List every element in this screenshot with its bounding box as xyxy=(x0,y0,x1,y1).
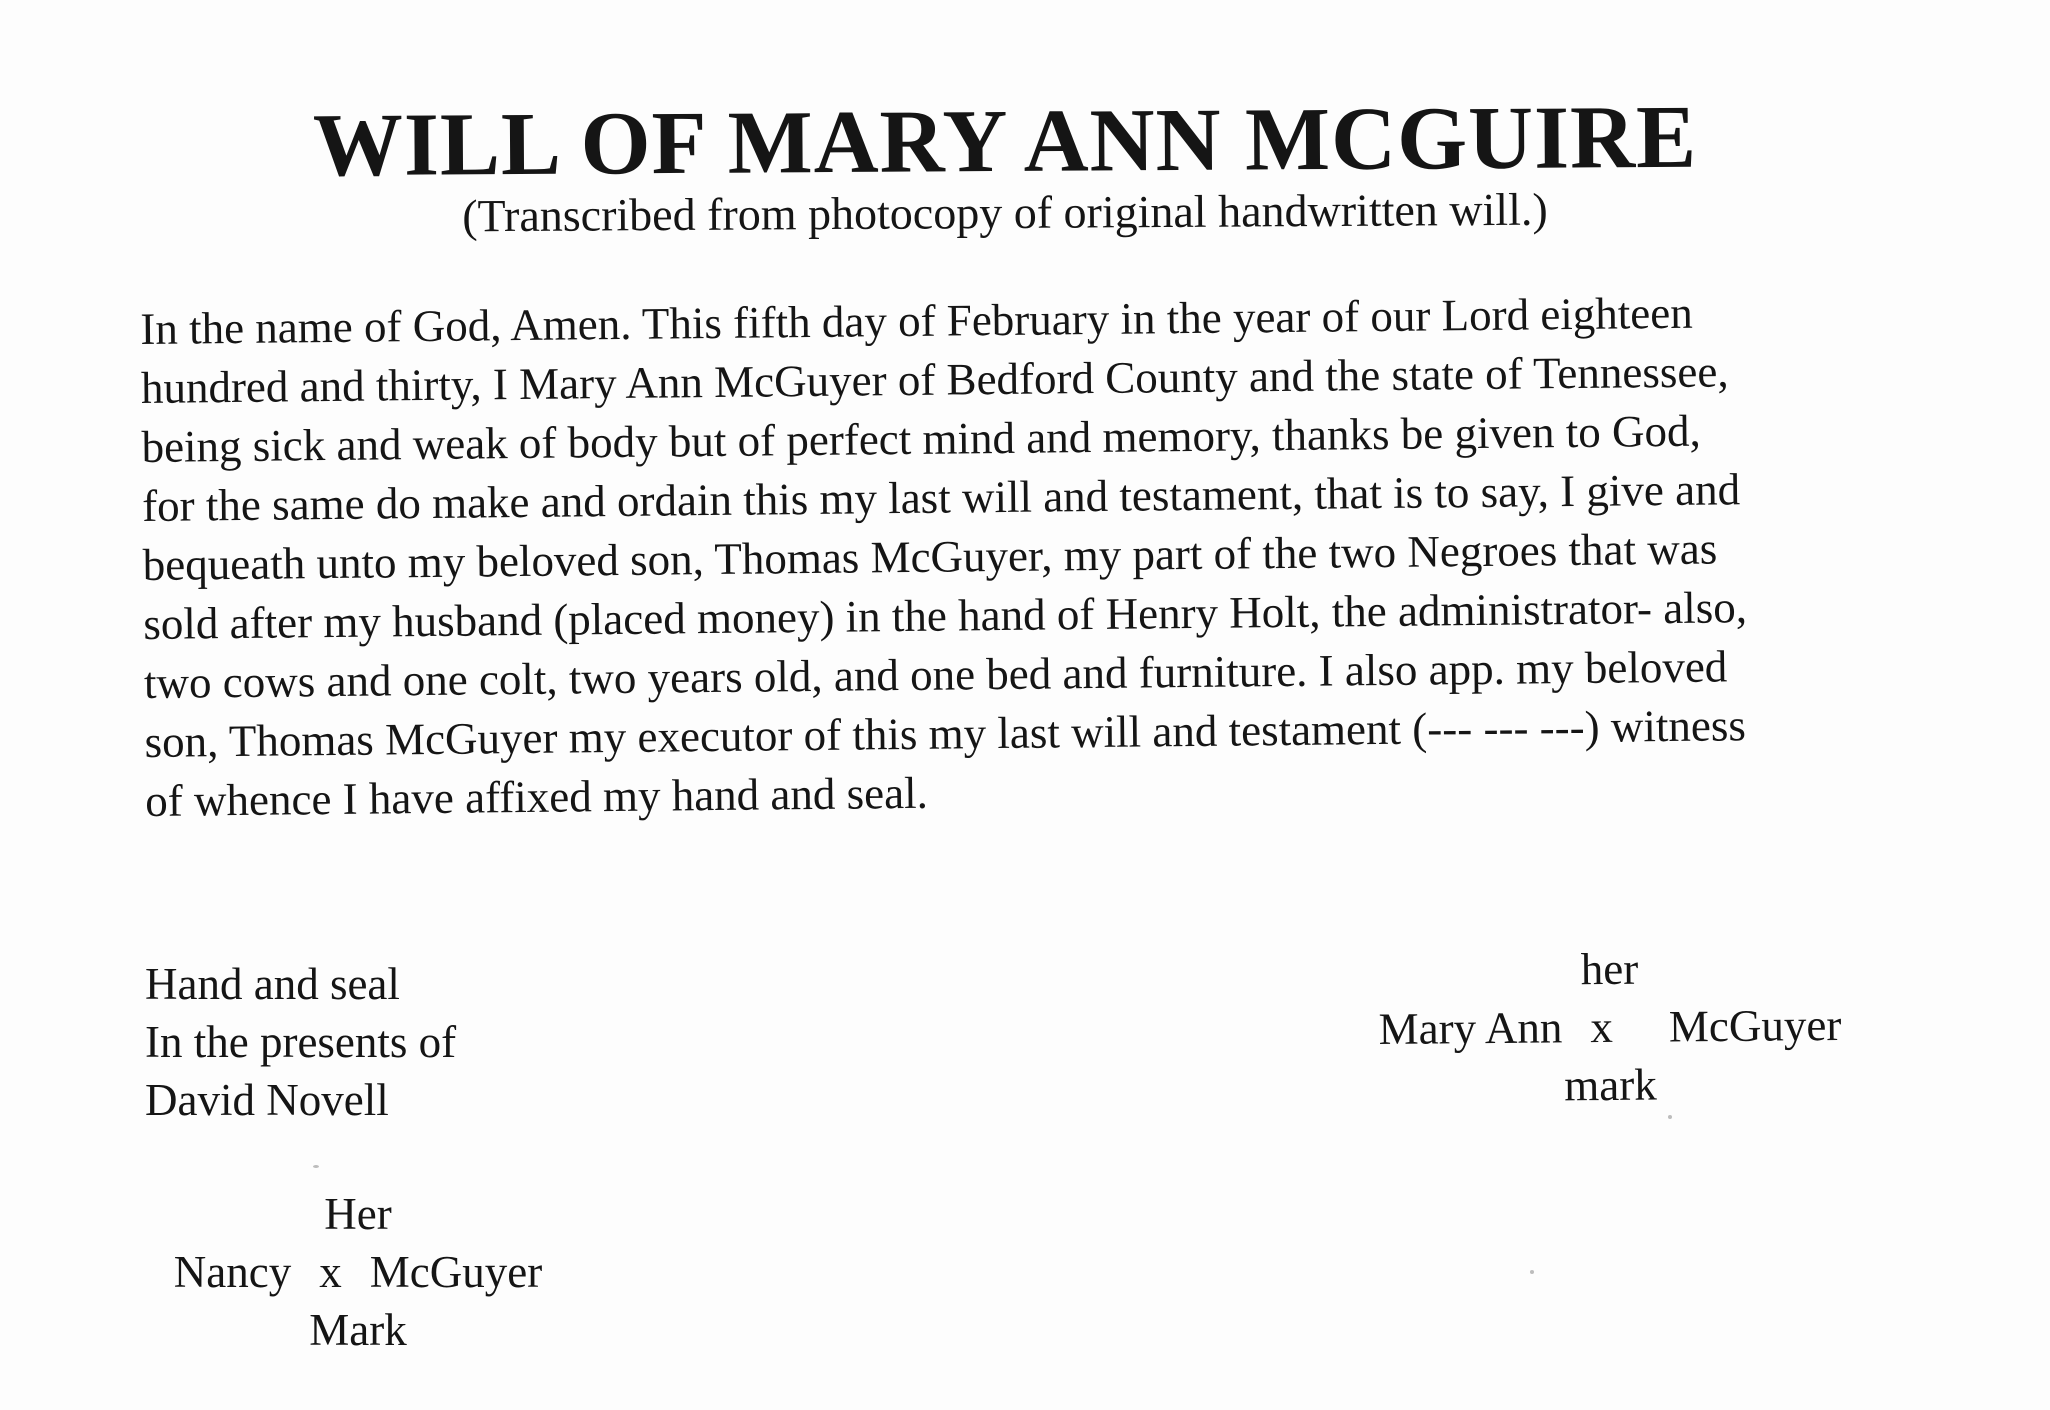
witness-name: David Novell xyxy=(145,1075,389,1125)
signature-name-row xyxy=(148,1243,568,1301)
body-line: son, Thomas McGuyer my executor of this my last will and testament (--- --- ---) witness xyxy=(144,700,1747,767)
body-line: for the same do make and ordain this my last will and testament, that is to say, I give and xyxy=(141,464,1741,531)
signature-mark-label: mark xyxy=(1564,1059,1657,1111)
witness-line-hand-and-seal: Hand and seal xyxy=(145,959,400,1009)
signature-mark-x: x xyxy=(319,1247,342,1297)
body-line: sold after my husband (placed money) in the hand of Henry Holt, the administrator- also, xyxy=(143,582,1748,649)
scan-speck xyxy=(1668,1115,1672,1119)
scan-speck xyxy=(1530,1270,1534,1274)
signature-her: her xyxy=(1580,943,1639,995)
signature-first-name: Nancy xyxy=(173,1247,292,1297)
body-line: being sick and weak of body but of perfect mind and memory, thanks be given to God, xyxy=(141,405,1701,472)
body-line: of whence I have affixed my hand and seal. xyxy=(144,767,929,826)
signature-mark-label: Mark xyxy=(309,1305,407,1355)
witness-line-presents: In the presents of xyxy=(145,1017,457,1067)
signature-last-name: McGuyer xyxy=(1668,999,1842,1052)
body-line: two cows and one colt, two years old, and one bed and furniture. I also app. my beloved xyxy=(143,641,1728,708)
testator-signature xyxy=(1349,938,1870,1117)
signature-her: Her xyxy=(324,1189,392,1239)
will-body xyxy=(140,281,1945,831)
second-signature xyxy=(148,1185,568,1359)
signature-last-name: McGuyer xyxy=(369,1247,543,1297)
document-title: WILL OF MARY ANN MCGUIRE xyxy=(312,87,1698,196)
signature-mark-x: x xyxy=(1590,1001,1614,1053)
scan-speck xyxy=(313,1165,319,1168)
body-line: bequeath unto my beloved son, Thomas McGuyer, my part of the two Negroes that was xyxy=(142,523,1718,590)
signature-name-row xyxy=(1350,996,1870,1059)
witness-block xyxy=(145,955,456,1129)
body-line: hundred and thirty, I Mary Ann McGuyer of Bedford County and the state of Tennessee, xyxy=(140,346,1729,413)
signature-first-name: Mary Ann xyxy=(1378,1002,1563,1055)
document-subtitle: (Transcribed from photocopy of original handwritten will.) xyxy=(462,183,1548,242)
body-line: In the name of God, Amen. This fifth day of February in the year of our Lord eighteen xyxy=(140,287,1693,354)
